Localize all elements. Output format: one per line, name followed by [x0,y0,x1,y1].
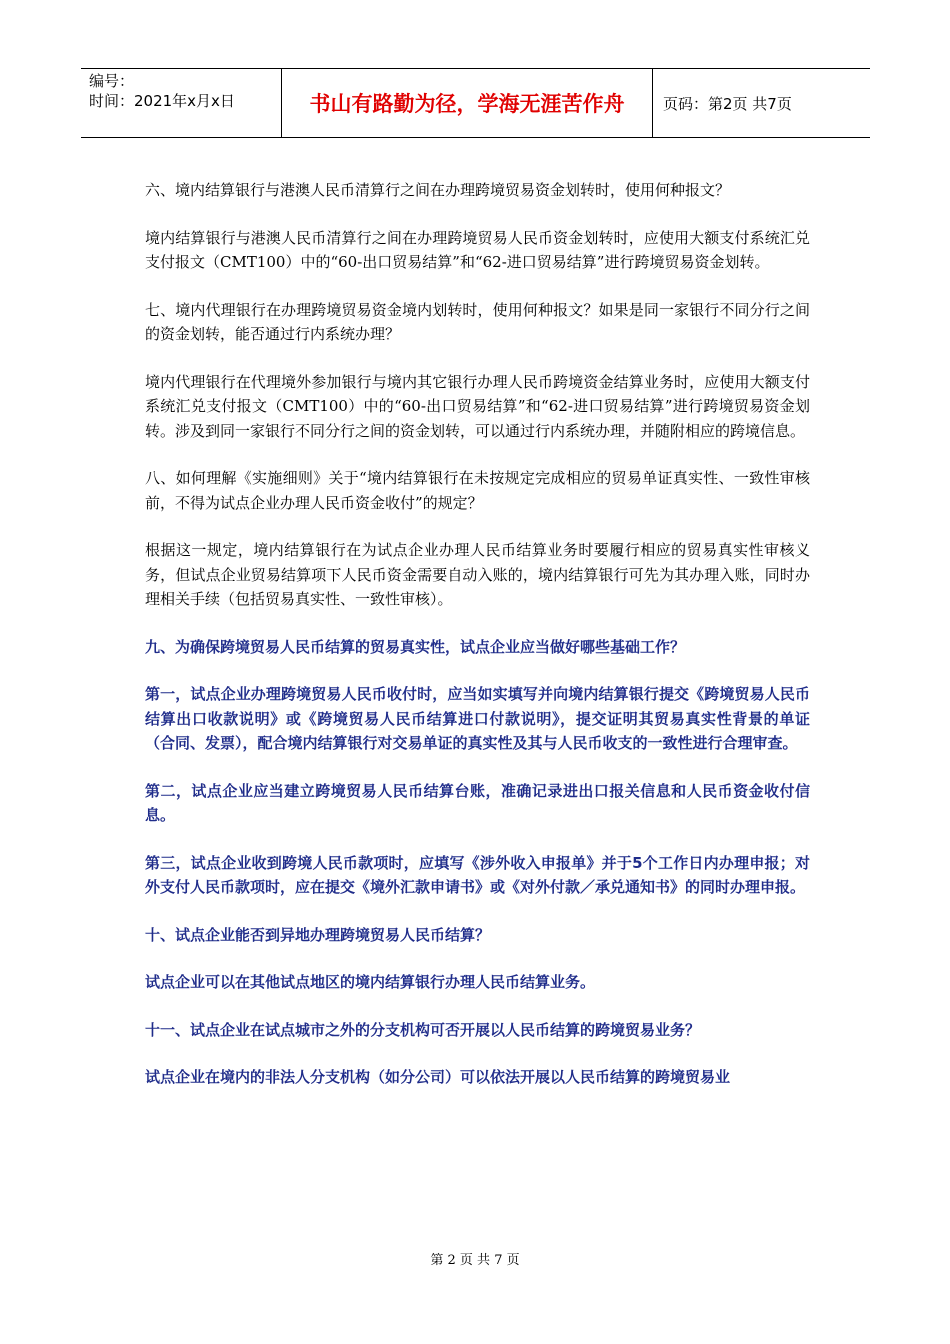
paragraph: 根据这一规定，境内结算银行在为试点企业办理人民币结算业务时要履行相应的贸易真实性审核义务，但试点企业贸易结算项下人民币资金需要自动入账的，境内结算银行可先为其办理入账，同时办理相关手续（包括贸易真实性、一致性审核）。 [145,541,810,608]
paragraph: 第二，试点企业应当建立跨境贸易人民币结算台账，准确记录进出口报关信息和人民币资金收付信息。 [145,781,810,824]
paragraph: 试点企业可以在其他试点地区的境内结算银行办理人民币结算业务。 [145,973,596,991]
paragraph: 八、如何理解《实施细则》关于“境内结算银行在未按规定完成相应的贸易单证真实性、一致性审核前，不得为试点企业办理人民币资金收付”的规定？ [145,469,810,512]
document-body [145,178,810,1113]
paragraph: 九、为确保跨境贸易人民币结算的贸易真实性，试点企业应当做好哪些基础工作？ [145,637,686,656]
page-footer: 第 2 页 共 7 页 [430,1253,520,1268]
paragraph: 十、试点企业能否到异地办理跨境贸易人民币结算？ [145,925,491,944]
header-motto: 书山有路勤为径，学海无涯苦作舟 [282,69,653,137]
page-header [81,68,870,138]
paragraph: 境内代理银行在代理境外参加银行与境内其它银行办理人民币跨境资金结算业务时，应使用大额支付系统汇兑支付报文（CMT100）中的“60-出口贸易结算”和“62-进口贸易结算”进行跨境贸易资金划转。涉及到同一家银行不同分行之间的资金划转，可以通过行内系统办理，并随附相应的跨境信息。 [145,372,810,440]
document-date: 时间：2021年x月x日 [89,92,235,110]
paragraph: 第三，试点企业收到跨境人民币款项时，应填写《涉外收入申报单》并于5个工作日内办理申报；对外支付人民币款项时，应在提交《境外汇款申请书》或《对外付款／承兑通知书》的同时办理申报。 [145,853,810,896]
header-page-info: 页码：第2页 共7页 [663,94,792,113]
paragraph: 十一、试点企业在试点城市之外的分支机构可否开展以人民币结算的跨境贸易业务？ [145,1020,701,1039]
paragraph: 第一，试点企业办理跨境贸易人民币收付时，应当如实填写并向境内结算银行提交《跨境贸易人民币结算出口收款说明》或《跨境贸易人民币结算进口付款说明》，提交证明其贸易真实性背景的单证（合同、发票），配合境内结算银行对交易单证的真实性及其与人民币收支的一致性进行合理审查。 [145,685,810,752]
header-meta [81,69,282,137]
paragraph: 六、境内结算银行与港澳人民币清算行之间在办理跨境贸易资金划转时，使用何种报文？ [145,181,731,199]
paragraph: 试点企业在境内的非法人分支机构（如分公司）可以依法开展以人民币结算的跨境贸易业 [145,1068,731,1086]
document-number: 编号： [89,72,135,90]
paragraph: 七、境内代理银行在办理跨境贸易资金境内划转时，使用何种报文？如果是同一家银行不同分行之间的资金划转，能否通过行内系统办理？ [145,300,810,343]
paragraph: 境内结算银行与港澳人民币清算行之间在办理跨境贸易人民币资金划转时，应使用大额支付系统汇兑支付报文（CMT100）中的“60-出口贸易结算”和“62-进口贸易结算”进行跨境贸易资金划转。 [145,228,810,271]
